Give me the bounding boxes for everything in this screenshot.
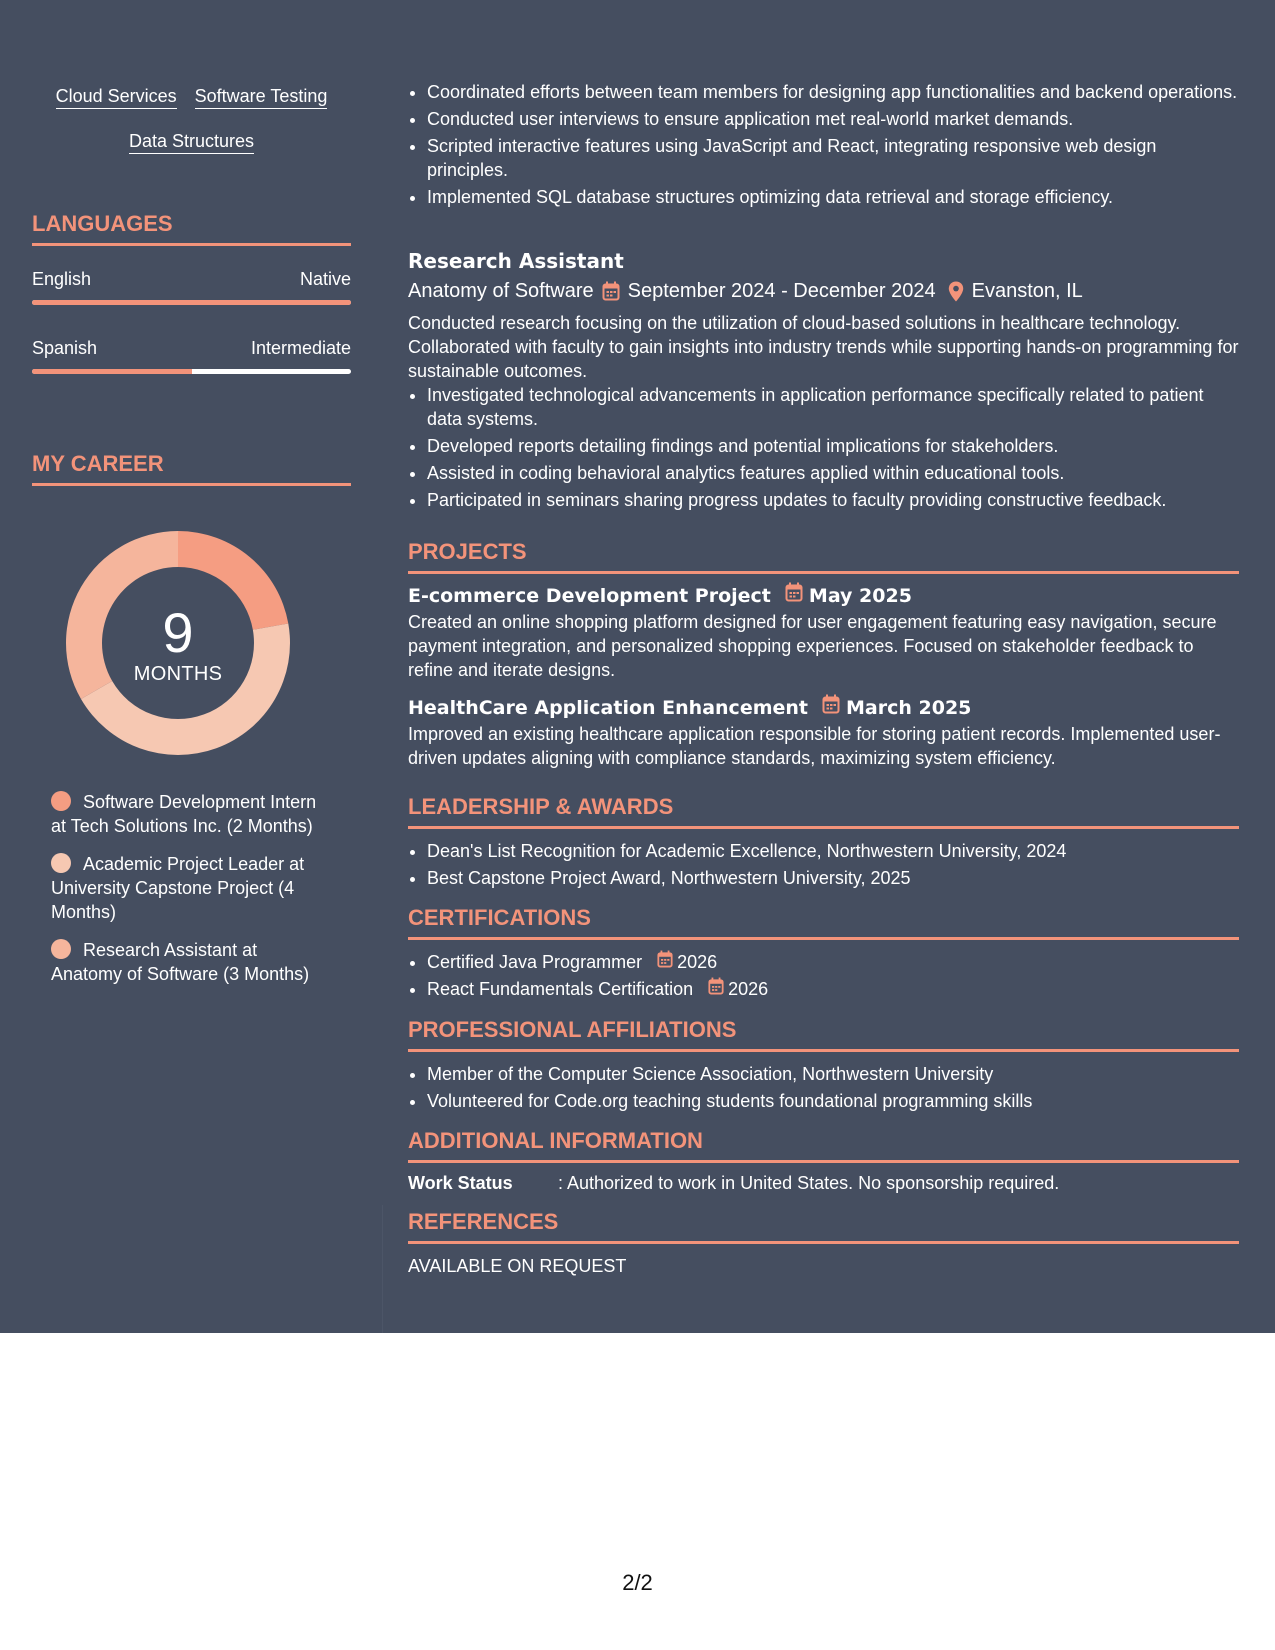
- career-legend-item: [51, 852, 331, 924]
- certification-item: [427, 977, 1239, 1001]
- legend-dot-icon: [51, 791, 71, 811]
- experience-bullet: • Conducted user interviews to ensure application met real-world market demands.: [427, 107, 1239, 131]
- language-proficiency-fill: [32, 300, 351, 305]
- projects-heading: PROJECTS: [408, 539, 1239, 574]
- career-heading: MY CAREER: [32, 451, 351, 486]
- sidebar: [32, 0, 351, 1333]
- skill-tag: Data Structures: [129, 131, 254, 154]
- project-description: Improved an existing healthcare application responsible for storing patient records. Implemented user-driven updates aligning with compliance standards, maximizing system efficiency.: [408, 724, 1221, 768]
- career-legend-text: Research Assistant at Anatomy of Software (3 Months): [51, 940, 310, 984]
- role-meta: [408, 277, 1239, 305]
- career-total: 9: [162, 601, 194, 664]
- career-legend-text: Software Development Intern at Tech Solutions Inc. (2 Months): [51, 792, 317, 836]
- career-donut-chart: [66, 531, 290, 755]
- language-proficiency-fill: [32, 369, 192, 374]
- project-item: [408, 694, 1239, 770]
- additional-info-heading: ADDITIONAL INFORMATION: [408, 1128, 1239, 1163]
- certifications-section: [408, 905, 1239, 1004]
- project-date: March 2025: [846, 697, 972, 719]
- career-legend: [51, 790, 331, 1000]
- language-proficiency-bar: [32, 300, 351, 305]
- language-level: Intermediate: [250, 338, 351, 358]
- calendar-icon: [785, 582, 803, 610]
- career-legend-text: Academic Project Leader at University Capstone Project (4 Months): [51, 854, 305, 922]
- languages-heading: LANGUAGES: [32, 211, 351, 246]
- work-status-value: : Authorized to work in United States. No sponsorship required.: [558, 1173, 1060, 1193]
- award-item: • Dean's List Recognition for Academic Excellence, Northwestern University, 2024: [427, 839, 1239, 863]
- certification-year: 2026: [728, 979, 769, 999]
- experience-bullet: • Scripted interactive features using JavaScript and React, integrating responsive web design principles.: [427, 134, 1239, 182]
- certifications-heading: CERTIFICATIONS: [408, 905, 1239, 940]
- certification-name: Certified Java Programmer: [427, 952, 643, 972]
- project-description: Created an online shopping platform designed for user engagement featuring easy navigation, secure payment integration, and personalized shopping experiences. Focused on stakeholder feedback to refine and iterate designs.: [408, 612, 1217, 680]
- project-title: E-commerce Development Project: [408, 585, 771, 607]
- role-summary: Conducted research focusing on the utilization of cloud-based solutions in healthcare technology. Collaborated with faculty to gain insights into industry trends while supporting hands-on programming for sustainable outcomes.: [408, 313, 1239, 381]
- work-status-row: [408, 1171, 1239, 1195]
- skill-tag: Cloud Services: [56, 86, 177, 109]
- research-assistant-entry: [408, 247, 1239, 515]
- language-row-english: [32, 268, 351, 305]
- experience-bullet: • Implemented SQL database structures optimizing data retrieval and storage efficiency.: [427, 185, 1239, 209]
- experience-bullet: • Developed reports detailing findings and potential implications for stakeholders.: [427, 434, 1239, 458]
- affiliation-item: • Volunteered for Code.org teaching students foundational programming skills: [427, 1089, 1239, 1113]
- calendar-icon: [822, 694, 840, 722]
- affiliation-item: • Member of the Computer Science Association, Northwestern University: [427, 1062, 1239, 1086]
- legend-dot-icon: [51, 853, 71, 873]
- experience-continued: [408, 80, 1239, 212]
- certification-name: React Fundamentals Certification: [427, 979, 694, 999]
- language-name: Spanish: [32, 338, 98, 358]
- calendar-icon: [657, 950, 673, 974]
- experience-bullet: • Assisted in coding behavioral analytics features applied within educational tools.: [427, 461, 1239, 485]
- certification-item: [427, 950, 1239, 974]
- work-status-label: Work Status: [408, 1173, 513, 1193]
- project-item: [408, 582, 1239, 682]
- column-divider: [382, 1205, 383, 1333]
- main-column: [408, 0, 1239, 1333]
- career-legend-item: [51, 938, 331, 986]
- affiliations-heading: PROFESSIONAL AFFILIATIONS: [408, 1017, 1239, 1052]
- role-location: Evanston, IL: [971, 280, 1083, 302]
- legend-dot-icon: [51, 939, 71, 959]
- role-dates: September 2024 - December 2024: [627, 280, 936, 302]
- language-row-spanish: [32, 337, 351, 374]
- leadership-section: [408, 794, 1239, 893]
- project-date: May 2025: [808, 585, 912, 607]
- donut-center: [66, 531, 290, 755]
- language-level: Native: [299, 269, 351, 289]
- experience-bullet: • Investigated technological advancements in application performance specifically related to patient data systems.: [427, 383, 1239, 431]
- career-legend-item: [51, 790, 331, 838]
- affiliations-section: [408, 1017, 1239, 1116]
- experience-bullet: • Participated in seminars sharing progress updates to faculty providing constructive feedback.: [427, 488, 1239, 512]
- references-text: AVAILABLE ON REQUEST: [408, 1256, 627, 1276]
- skills-tags: [32, 86, 351, 176]
- page-number: 2/2: [622, 1570, 653, 1595]
- project-title: HealthCare Application Enhancement: [408, 697, 808, 719]
- calendar-icon: [708, 977, 724, 1001]
- projects-section: [408, 539, 1239, 770]
- calendar-icon: [602, 281, 620, 301]
- career-unit: MONTHS: [133, 663, 223, 685]
- skill-tag: Software Testing: [195, 86, 328, 109]
- award-item: • Best Capstone Project Award, Northwestern University, 2025: [427, 866, 1239, 890]
- language-name: English: [32, 269, 92, 289]
- references-section: [408, 1209, 1239, 1278]
- leadership-heading: LEADERSHIP & AWARDS: [408, 794, 1239, 829]
- references-heading: REFERENCES: [408, 1209, 1239, 1244]
- experience-bullet: • Coordinated efforts between team members for designing app functionalities and backend operations.: [427, 80, 1239, 104]
- certification-year: 2026: [677, 952, 718, 972]
- map-pin-icon: [948, 281, 964, 302]
- additional-info-section: [408, 1128, 1239, 1195]
- role-title: Research Assistant: [408, 249, 624, 273]
- language-proficiency-bar: [32, 369, 351, 374]
- company-name: Anatomy of Software: [408, 280, 594, 302]
